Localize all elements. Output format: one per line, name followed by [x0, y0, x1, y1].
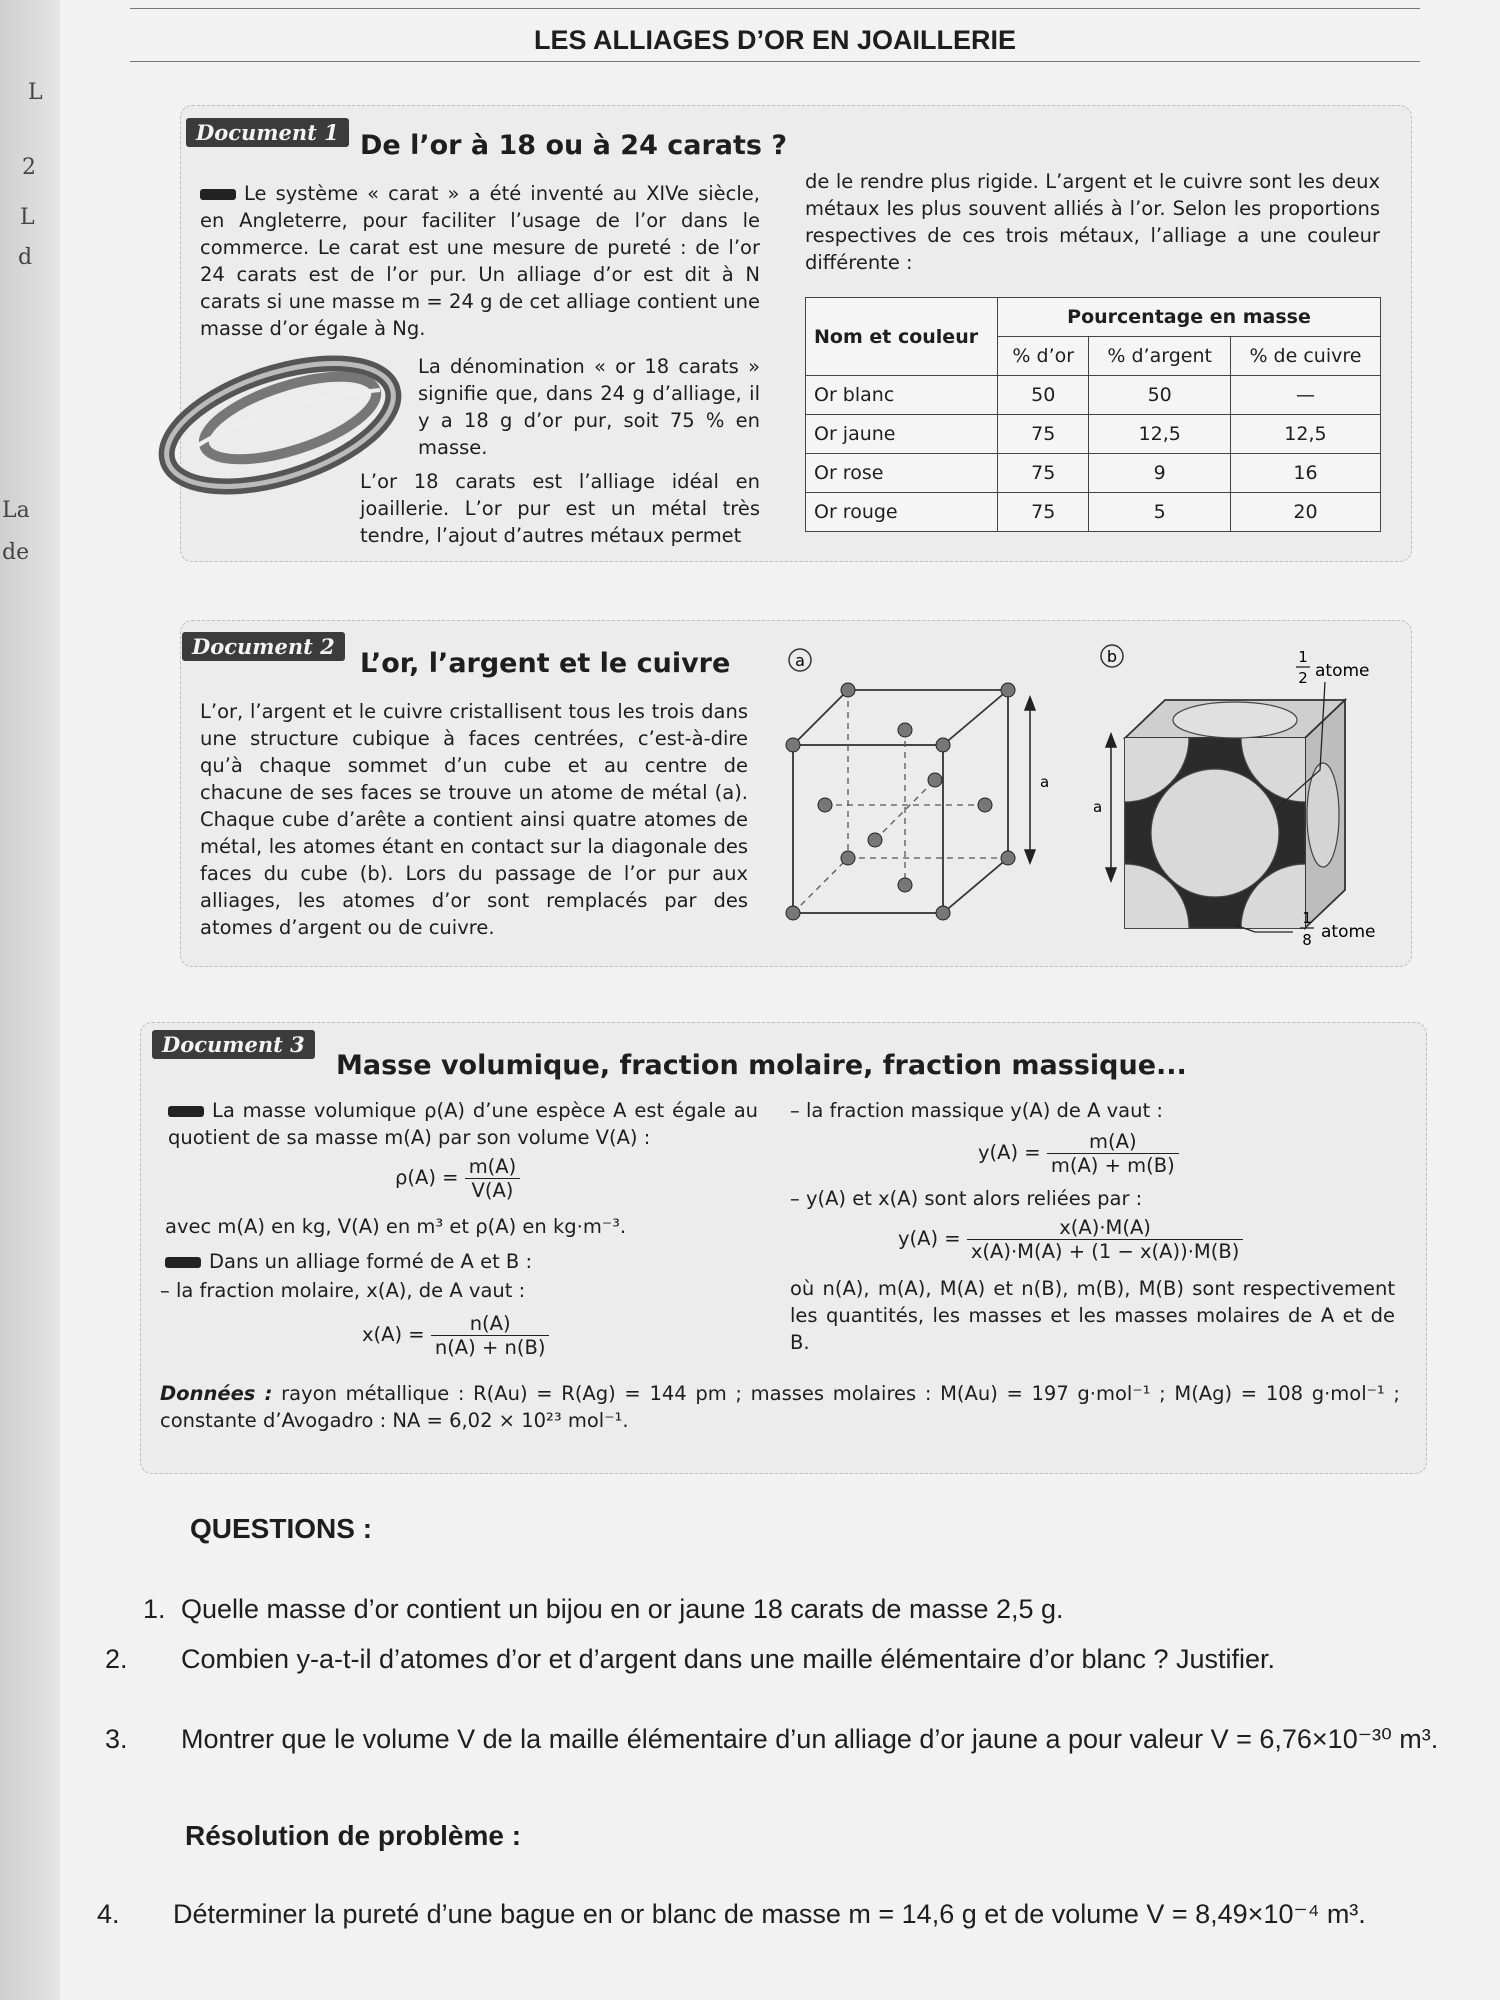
mass-fraction-formula [978, 1130, 1179, 1177]
density-lhs: ρ(A) = [395, 1166, 459, 1189]
document-1-paragraph-2: La dénomination « or 18 carats » signifie que, dans 24 g d’alliage, il y a 18 g d’or pur, soit 75 % en masse. [418, 355, 760, 459]
density-denominator: V(A) [471, 1179, 514, 1202]
half-denominator: 2 [1298, 669, 1308, 687]
density-intro [168, 1097, 758, 1151]
row-silver: 12,5 [1089, 415, 1230, 454]
alloy-composition-table [805, 297, 1381, 532]
mass-lhs: y(A) = [978, 1141, 1041, 1164]
table-header-silver: % d’argent [1089, 337, 1230, 376]
question-3 [105, 1723, 1500, 1755]
bullet-marker [165, 1257, 201, 1268]
question-number: 2. [105, 1644, 128, 1674]
density-numerator: m(A) [465, 1155, 521, 1179]
page-gutter [0, 0, 60, 2000]
row-gold: 75 [998, 493, 1089, 532]
margin-fragment: 2 [22, 155, 36, 180]
row-silver: 50 [1089, 376, 1230, 415]
margin-fragment: d [18, 245, 33, 270]
page-title: LES ALLIAGES D’OR EN JOAILLERIE [130, 8, 1420, 62]
question-text: Montrer que le volume V de la maille élémentaire d’un alliage d’or jaune a pour valeur V = 6,76×10⁻³⁰ m³. [181, 1724, 1439, 1754]
table-header-copper: % de cuivre [1230, 337, 1380, 376]
edge-label-a: a [1040, 773, 1050, 791]
relation-numerator: x(A)·M(A) [967, 1216, 1243, 1240]
data-label: Données : [160, 1382, 273, 1405]
document-2-title: L’or, l’argent et le cuivre [360, 648, 731, 679]
row-copper: 20 [1230, 493, 1380, 532]
mass-denominator: m(A) + m(B) [1050, 1154, 1175, 1177]
row-silver: 5 [1089, 493, 1230, 532]
question-text: Combien y-a-t-il d’atomes d’or et d’argent dans une maille élémentaire d’or blanc ? Justifier. [181, 1644, 1276, 1674]
row-copper: 16 [1230, 454, 1380, 493]
table-row [806, 376, 1381, 415]
molar-fraction-formula [362, 1312, 549, 1359]
table-row [806, 454, 1381, 493]
document-1-title: De l’or à 18 ou à 24 carats ? [360, 130, 788, 161]
molar-fraction-intro: – la fraction molaire, x(A), de A vaut : [160, 1279, 526, 1302]
mass-fraction-intro: – la fraction massique y(A) de A vaut : [790, 1099, 1163, 1122]
row-name: Or blanc [806, 376, 998, 415]
bullet-marker [168, 1106, 204, 1117]
table-row [806, 415, 1381, 454]
question-text: Déterminer la pureté d’une bague en or blanc de masse m = 14,6 g et de volume V = 8,49×10⁻⁴ m³. [173, 1899, 1366, 1929]
question-4 [97, 1898, 1493, 1930]
figure-a-label: a [795, 651, 805, 670]
row-silver: 9 [1089, 454, 1230, 493]
document-2-text: L’or, l’argent et le cuivre cristallisent tous les trois dans une structure cubique à faces centrées, c’est-à-dire qu’à chaque sommet d’un cube et au centre de chacune de ses faces se trouve un atome de métal (a). Chaque cube d’arête a contient ainsi quatre atomes de métal, les atomes étant en contact sur la diagonale des faces du cube (b). Lors du passage de l’or pur aux alliages, les atomes d’or sont remplacés par des atomes d’argent ou de cuivre. [200, 700, 748, 939]
relation-intro: – y(A) et x(A) sont alors reliées par : [790, 1187, 1143, 1210]
table-header-name: Nom et couleur [806, 298, 998, 376]
row-copper: 12,5 [1230, 415, 1380, 454]
eighth-denominator: 8 [1302, 931, 1312, 949]
row-gold: 75 [998, 415, 1089, 454]
document-1-paragraph-4: de le rendre plus rigide. L’argent et le cuivre sont les deux métaux les plus souvent alliés à l’or. Selon les proportions respectives de ces trois métaux, l’alliage a une couleur différente : [805, 170, 1380, 274]
variables-definition: où n(A), m(A), M(A) et n(B), m(B), M(B) sont respectivement les quantités, les masses et les masses molaires de A et de B. [790, 1277, 1395, 1354]
document-1-paragraph-3: L’or 18 carats est l’alliage idéal en joaillerie. L’or pur est un métal très tendre, l’ajout d’autres métaux permet [360, 470, 760, 547]
margin-fragment: La [2, 498, 30, 523]
problem-heading: Résolution de problème : [185, 1820, 522, 1851]
row-name: Or rose [806, 454, 998, 493]
table-header-gold: % d’or [998, 337, 1089, 376]
document-1-intro [200, 180, 760, 342]
density-formula [395, 1155, 520, 1202]
molar-denominator: n(A) + n(B) [434, 1336, 546, 1359]
table-row [806, 493, 1381, 532]
document-2-tag: Document 2 [182, 632, 345, 661]
half-numerator: 1 [1298, 648, 1308, 666]
margin-fragment: L [28, 80, 43, 105]
question-number: 3. [105, 1724, 128, 1754]
document-3-title: Masse volumique, fraction molaire, fraction massique... [336, 1050, 1187, 1081]
table-header-group: Pourcentage en masse [998, 298, 1381, 337]
margin-fragment: de [2, 540, 30, 565]
relation-formula [898, 1216, 1243, 1263]
question-number: 1. [143, 1594, 166, 1624]
row-copper: — [1230, 376, 1380, 415]
molar-lhs: x(A) = [362, 1323, 425, 1346]
data-block [160, 1380, 1400, 1434]
molar-numerator: n(A) [431, 1312, 550, 1336]
questions-heading: QUESTIONS : [190, 1513, 373, 1544]
eighth-atom-label: atome [1321, 922, 1376, 942]
density-units: avec m(A) en kg, V(A) en m³ et ρ(A) en kg·m⁻³. [165, 1215, 627, 1238]
document-1-colors [805, 168, 1380, 276]
eighth-numerator: 1 [1302, 909, 1312, 927]
data-text: rayon métallique : R(Au) = R(Ag) = 144 pm ; masses molaires : M(Au) = 197 g·mol⁻¹ ; M(Ag) = 108 g·mol⁻¹ ; constante d’Avogadro : NA = 6,02 × 10²³ mol⁻¹. [160, 1382, 1400, 1432]
row-name: Or rouge [806, 493, 998, 532]
half-atom-label: atome [1315, 661, 1370, 681]
relation-lhs: y(A) = [898, 1227, 961, 1250]
document-1-jewelry [360, 468, 760, 549]
fcc-cube-figure-a [775, 645, 1065, 935]
document-1-tag: Document 1 [186, 118, 349, 147]
question-text: Quelle masse d’or contient un bijou en or jaune 18 carats de masse 2,5 g. [181, 1594, 1064, 1624]
row-name: Or jaune [806, 415, 998, 454]
question-1 [143, 1593, 1463, 1625]
edge-label-b: a [1093, 798, 1103, 816]
document-3-tag: Document 3 [152, 1030, 315, 1059]
alloy-intro [165, 1248, 765, 1275]
density-intro-text: La masse volumique ρ(A) d’une espèce A est égale au quotient de sa masse m(A) par son volume V(A) : [168, 1099, 758, 1149]
relation-denominator: x(A)·M(A) + (1 − x(A))·M(B) [970, 1240, 1240, 1263]
figure-b-label: b [1106, 647, 1118, 666]
row-gold: 75 [998, 454, 1089, 493]
margin-fragment: L [20, 205, 35, 230]
question-2 [105, 1643, 1500, 1675]
document-1-definition [418, 353, 760, 461]
fcc-cube-figure-b [1085, 640, 1385, 960]
row-gold: 50 [998, 376, 1089, 415]
document-1-paragraph-1: Le système « carat » a été inventé au XIVe siècle, en Angleterre, pour faciliter l’usage de l’or dans le commerce. Le carat est une mesure de pureté : de l’or 24 carats est de l’or pur. Un alliage d’or est dit à N carats si une masse m = 24 g de cet alliage contient une masse d’or égale à Ng. [200, 182, 760, 340]
alloy-intro-text: Dans un alliage formé de A et B : [209, 1250, 533, 1273]
question-number: 4. [97, 1899, 120, 1929]
bullet-marker [200, 189, 236, 200]
mass-numerator: m(A) [1047, 1130, 1179, 1154]
